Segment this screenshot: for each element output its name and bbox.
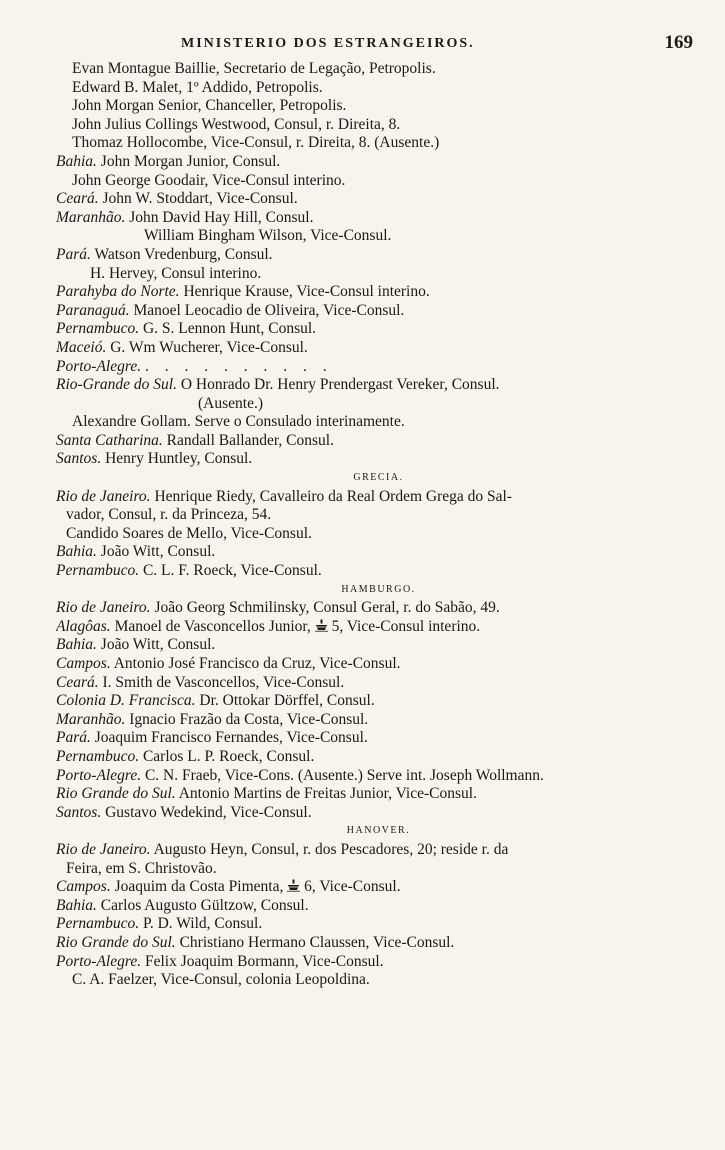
- place-name: Maranhão.: [56, 710, 126, 728]
- place-name: Rio de Janeiro.: [56, 487, 151, 505]
- entry-text: João Georg Schmilinsky, Consul Geral, r. do Sabão, 49.: [150, 599, 500, 617]
- place-name: Parahyba do Norte.: [56, 283, 180, 301]
- entry-text: O Honrado Dr. Henry Prendergast Vereker, Consul.: [176, 376, 500, 394]
- place-name: Pernambuco.: [56, 320, 140, 338]
- entry-text: João Witt, Consul.: [96, 543, 216, 561]
- consular-list-grecia: [56, 488, 701, 581]
- entry-line: [56, 934, 701, 953]
- entry-text: Augusto Heyn, Consul, r. dos Pescadores, 20; reside r. da: [150, 840, 509, 858]
- entry-line: H. Hervey, Consul interino.: [90, 264, 262, 282]
- entry-line: John Morgan Senior, Chanceller, Petropolis.: [72, 97, 347, 115]
- entry-text: Joaquim Francisco Fernandes, Vice-Consul.: [90, 729, 368, 747]
- entry-line: [56, 897, 701, 916]
- page-number: 169: [664, 32, 693, 53]
- place-name: Campos.: [56, 878, 111, 896]
- entry-text: Henry Huntley, Consul.: [101, 450, 253, 468]
- entry-line: [56, 450, 701, 469]
- place-name: Colonia D. Francisca.: [56, 692, 196, 710]
- entry-line: Candido Soares de Mello, Vice-Consul.: [66, 524, 312, 542]
- place-name: Campos.: [56, 655, 111, 672]
- entry-text: Felix Joaquim Bormann, Vice-Consul.: [141, 952, 384, 970]
- entry-line: [56, 729, 701, 748]
- entry-line: [56, 748, 701, 767]
- entry-text: Manoel de Vasconcellos Junior,: [110, 617, 315, 635]
- entry-text: 5, Vice-Consul interino.: [327, 617, 481, 635]
- entry-line: [56, 953, 701, 972]
- page-header: [56, 30, 701, 60]
- place-name: Porto-Alegre.: [56, 952, 142, 970]
- entry-line: [56, 339, 701, 358]
- entry-text: João Witt, Consul.: [96, 636, 216, 654]
- entry-line: [56, 692, 701, 711]
- section-heading-grecia: GRECIA.: [353, 472, 404, 484]
- place-name: Pará.: [56, 245, 91, 263]
- section-heading-hamburgo: HAMBURGO.: [341, 583, 416, 595]
- entry-text: Christiano Hermano Claussen, Vice-Consul.: [175, 933, 455, 951]
- entry-text: Henrique Krause, Vice-Consul interino.: [179, 283, 430, 301]
- place-name: Maceió.: [56, 338, 107, 356]
- entry-text: G. S. Lennon Hunt, Consul.: [139, 320, 317, 338]
- entry-line: [56, 543, 701, 562]
- entry-text: Joaquim da Costa Pimenta,: [110, 878, 288, 896]
- entry-line: Evan Montague Baillie, Secretario de Legação, Petropolis.: [72, 60, 436, 77]
- place-name: Porto-Alegre.: [56, 766, 142, 784]
- entry-text: C. N. Fraeb, Vice-Cons. (Ausente.) Serve int. Joseph Wollmann.: [141, 766, 544, 784]
- leader-dots: . . . . . . . . . .: [144, 357, 333, 375]
- entry-text: 6, Vice-Consul.: [300, 878, 401, 896]
- entry-text: P. D. Wild, Consul.: [139, 915, 263, 933]
- entry-text: G. Wm Wucherer, Vice-Consul.: [106, 338, 308, 356]
- place-name: Ceará.: [56, 673, 99, 691]
- place-name: Bahia.: [56, 543, 97, 561]
- entry-text: Gustavo Wedekind, Vice-Consul.: [101, 803, 312, 821]
- entry-text: Henrique Riedy, Cavalleiro da Real Ordem Grega do Sal-: [150, 487, 512, 505]
- consular-list-hanover: [56, 841, 701, 990]
- steamship-icon: [315, 619, 328, 632]
- entry-line: (Ausente.): [198, 394, 263, 412]
- section-heading-hanover: HANOVER.: [346, 825, 411, 837]
- place-name: Bahia.: [56, 636, 97, 654]
- entry-line: Feira, em S. Christovão.: [66, 859, 217, 877]
- place-name: Pernambuco.: [56, 562, 140, 580]
- entry-line: [56, 711, 701, 730]
- entry-line: [56, 636, 701, 655]
- entry-line: Alexandre Gollam. Serve o Consulado interinamente.: [72, 413, 405, 431]
- entry-line: vador, Consul, r. da Princeza, 54.: [66, 506, 272, 524]
- entry-line: John Julius Collings Westwood, Consul, r. Direita, 8.: [72, 115, 401, 133]
- entry-line: [56, 562, 701, 581]
- entry-text: John W. Stoddart, Vice-Consul.: [98, 190, 298, 208]
- place-name: Rio Grande do Sul.: [56, 933, 176, 951]
- place-name: Ceará.: [56, 190, 99, 208]
- entry-line: [56, 618, 701, 637]
- entry-line: Thomaz Hollocombe, Vice-Consul, r. Direita, 8. (Ausente.): [72, 134, 440, 152]
- entry-line: [56, 804, 701, 823]
- place-name: Maranhão.: [56, 208, 126, 226]
- entry-text: John David Hay Hill, Consul.: [125, 208, 314, 226]
- entry-text: Carlos L. P. Roeck, Consul.: [139, 747, 315, 765]
- entry-line: [56, 878, 701, 897]
- entry-line: [56, 190, 701, 209]
- place-name: Pernambuco.: [56, 915, 140, 933]
- entry-text: Carlos Augusto Gültzow, Consul.: [96, 896, 309, 914]
- place-name: Bahia.: [56, 152, 97, 170]
- entry-line: [56, 767, 701, 786]
- entry-line: [56, 841, 701, 860]
- entry-text: I. Smith de Vasconcellos, Vice-Consul.: [98, 673, 345, 691]
- place-name: Paranaguá.: [56, 301, 130, 319]
- place-name: Santa Catharina.: [56, 431, 163, 449]
- place-name: Santos.: [56, 803, 102, 821]
- place-name: Pará.: [56, 729, 91, 747]
- place-name: Rio de Janeiro.: [56, 599, 151, 617]
- running-title: MINISTERIO DOS ESTRANGEIROS.: [181, 36, 475, 51]
- place-name: Santos.: [56, 450, 102, 468]
- entry-line: C. A. Faelzer, Vice-Consul, colonia Leopoldina.: [72, 971, 370, 989]
- entry-text: John Morgan Junior, Consul.: [96, 152, 281, 170]
- entry-text: Watson Vredenburg, Consul.: [90, 245, 273, 263]
- entry-line: [56, 246, 701, 265]
- entry-text: Antonio Martins de Freitas Junior, Vice-Consul.: [175, 785, 477, 803]
- steamship-icon: [287, 879, 300, 892]
- entry-line: Edward B. Malet, 1º Addido, Petropolis.: [72, 78, 323, 96]
- place-name: Alagôas.: [56, 617, 111, 635]
- entry-line: [56, 674, 701, 693]
- entry-line: [56, 915, 701, 934]
- entry-text: Antonio José Francisco da Cruz, Vice-Consul.: [110, 655, 401, 672]
- entry-line: [56, 785, 701, 804]
- entry-text: Ignacio Frazão da Costa, Vice-Consul.: [125, 710, 369, 728]
- entry-line: [56, 209, 701, 228]
- entry-line: William Bingham Wilson, Vice-Consul.: [144, 227, 392, 245]
- place-name: Porto-Alegre.: [56, 357, 142, 375]
- entry-line: [56, 153, 701, 172]
- entry-line: [56, 283, 701, 302]
- entry-line: [56, 376, 701, 395]
- entry-line: [56, 302, 701, 321]
- entry-line: [56, 432, 701, 451]
- consular-list-hamburgo: [56, 599, 701, 822]
- entry-text: Randall Ballander, Consul.: [162, 431, 334, 449]
- entry-line: [56, 358, 701, 377]
- entry-line: [56, 655, 701, 674]
- entry-text: Dr. Ottokar Dörffel, Consul.: [195, 692, 375, 710]
- consular-list-britain: [56, 60, 701, 469]
- entry-line: [56, 599, 701, 618]
- place-name: Pernambuco.: [56, 747, 140, 765]
- entry-text: C. L. F. Roeck, Vice-Consul.: [139, 562, 322, 580]
- entry-line: [56, 320, 701, 339]
- entry-text: Manoel Leocadio de Oliveira, Vice-Consul.: [129, 301, 405, 319]
- place-name: Rio de Janeiro.: [56, 840, 151, 858]
- place-name: Bahia.: [56, 896, 97, 914]
- entry-line: [56, 488, 701, 507]
- place-name: Rio Grande do Sul.: [56, 785, 176, 803]
- place-name: Rio-Grande do Sul.: [56, 376, 177, 394]
- entry-line: John George Goodair, Vice-Consul interino.: [72, 171, 346, 189]
